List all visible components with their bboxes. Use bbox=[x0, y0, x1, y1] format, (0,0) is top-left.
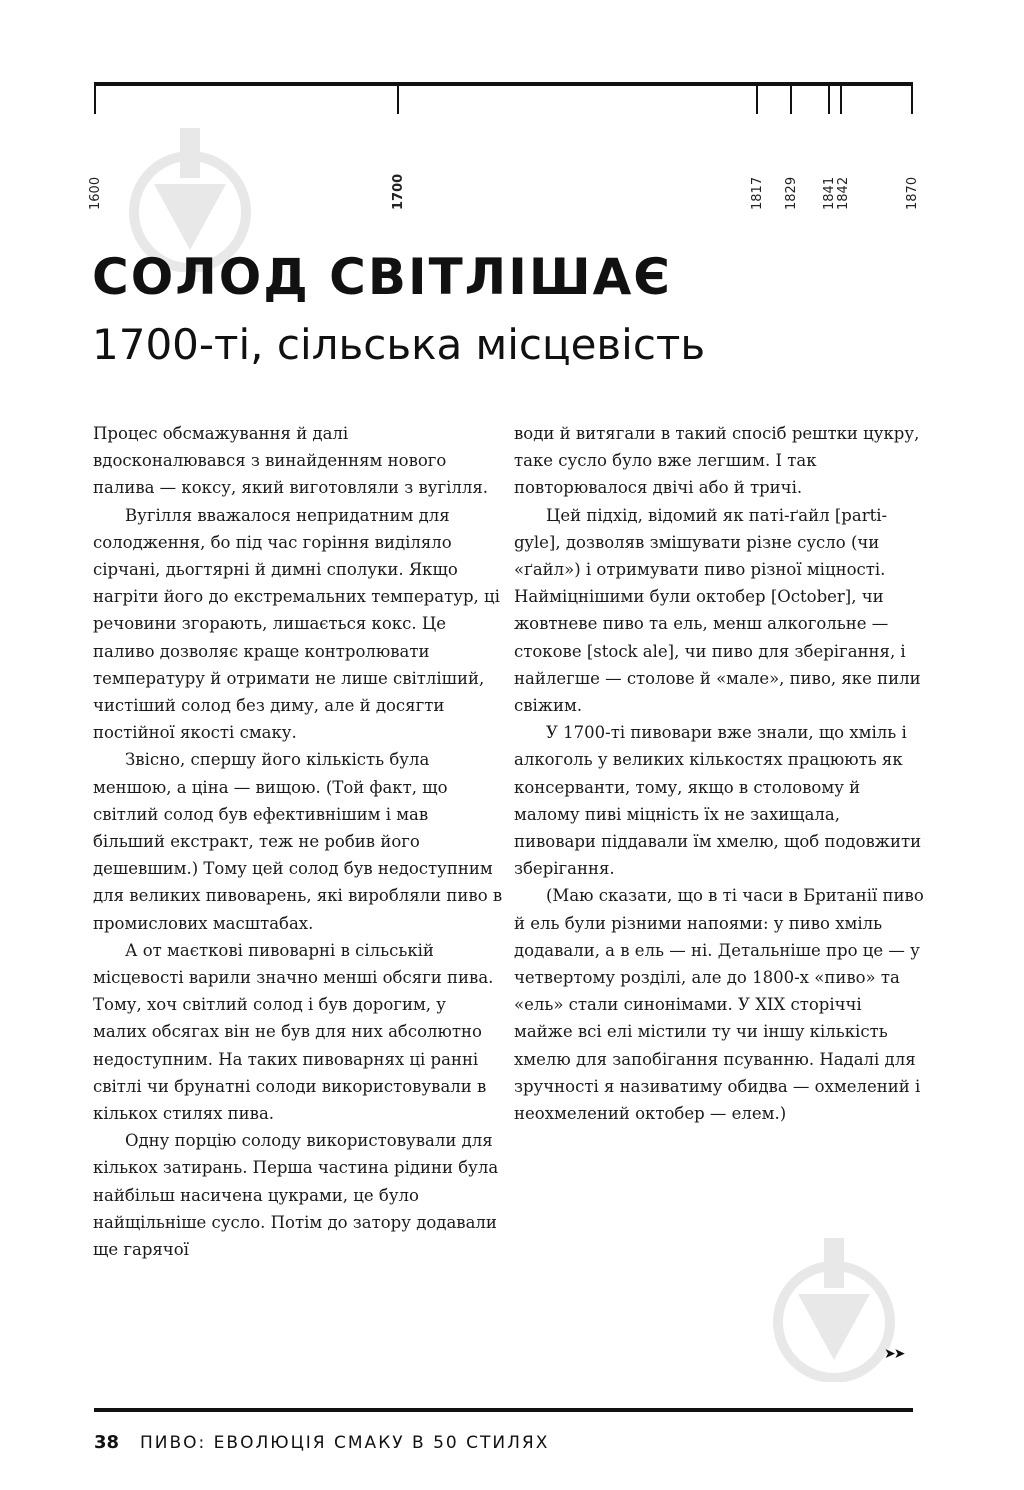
running-title: ПИВО: ЕВОЛЮЦІЯ СМАКУ В 50 СТИЛЯХ bbox=[140, 1433, 550, 1453]
page-number: 38 bbox=[94, 1432, 120, 1453]
timeline-year: 1841 bbox=[822, 176, 837, 210]
paragraph: Звісно, спершу його кількість була меншою, а ціна — вищою. (Той факт, що світлий солод був ефективнішим і мав більший екстракт, теж не робив його дешевшим.) Тому цей солод був недоступним для великих пивоварень, які виробляли пиво в промислових масштабах. bbox=[93, 750, 503, 933]
paragraph: У 1700-ті пивовари вже знали, що хміль і алкоголь у великих кількостях працюють як консерванти, тому, якщо в столовому й малому пиві міцність їх не захищала, пивовари піддавали їм хмелю, щоб подовжити зберігання. bbox=[514, 723, 922, 879]
paragraph: води й витягали в такий спосіб рештки цукру, таке сусло було вже легшим. І так повторювалося двічі або й тричі. bbox=[514, 424, 920, 498]
paragraph: Вугілля вважалося непридатним для солодження, бо під час горіння виділяло сірчані, дьогтярні й димні сполуки. Якщо нагріти його до екстремальних температур, ці речовини згорають, лишається кокс. Це паливо дозволяє краще контролювати температуру й отримати не лише світліший, чистіший солод без диму, але й досягти постійної якості смаку. bbox=[93, 505, 500, 743]
paragraph: Процес обсмажування й далі вдосконалювався з винайденням нового палива — коксу, який виготовляли з вугілля. bbox=[93, 424, 489, 498]
timeline-year: 1870 bbox=[905, 176, 920, 210]
timeline-tick bbox=[94, 86, 96, 114]
paragraph: Цей підхід, відомий як паті-ґайл [parti-gyle], дозволяв змішувати різне сусло (чи «ґайл») і отримувати пиво різної міцності. Найміцнішими були октобер [October], чи жовтневе пиво та ель, менш алкогольне — стокове [stock ale], чи пиво для зберігання, і найлегше — столове й «мале», пиво, яке пили свіжим. bbox=[514, 505, 921, 716]
next-page-arrow-icon: ➤➤ bbox=[884, 1346, 904, 1362]
chapter-title: СОЛОД СВІТЛІШАЄ bbox=[92, 248, 672, 306]
paragraph: А от маєткові пивоварні в сільській місцевості варили значно менші обсяги пива. Тому, хоч світлий солод і був дорогим, у малих обсягах він не був для них абсолютно недоступним. На таких пивоварнях ці ранні світлі чи брунатні солоди використовували в кількох стилях пива. bbox=[93, 940, 494, 1124]
chapter-subtitle: 1700-ті, сільська місцевість bbox=[92, 320, 706, 369]
timeline-year: 1817 bbox=[750, 176, 765, 210]
timeline-year: 1600 bbox=[88, 176, 103, 210]
timeline-tick bbox=[911, 86, 913, 114]
paragraph: (Маю сказати, що в ті часи в Британії пиво й ель були різними напоями: у пиво хміль додавали, а в ель — ні. Детальніше про це — у четвертому розділі, але до 1800-х «пиво» та «ель» стали синонімами. У XIX сторіччі майже всі елі містили ту чи іншу кількість хмелю для запобігання псуванню. Надалі для зручності я називатиму обидва — охмелений і неохмелений октобер — елем.) bbox=[514, 886, 924, 1124]
timeline-tick bbox=[840, 86, 842, 114]
timeline-tick bbox=[397, 86, 399, 114]
watermark-logo-icon bbox=[772, 1232, 896, 1382]
timeline-year: 1829 bbox=[784, 176, 799, 210]
left-text-column bbox=[93, 420, 503, 1263]
timeline-tick bbox=[790, 86, 792, 114]
timeline-year: 1842 bbox=[836, 176, 851, 210]
timeline-tick bbox=[828, 86, 830, 114]
timeline-year-highlighted: 1700 bbox=[391, 173, 406, 210]
right-text-column bbox=[514, 420, 924, 1127]
paragraph: Одну порцію солоду використовували для кількох затирань. Перша частина рідини була найбільш насичена цукрами, це було найщільніше сусло. Потім до затору додавали ще гарячої bbox=[93, 1131, 499, 1260]
timeline-tick bbox=[756, 86, 758, 114]
timeline bbox=[88, 82, 920, 210]
footer-rule bbox=[94, 1408, 913, 1412]
